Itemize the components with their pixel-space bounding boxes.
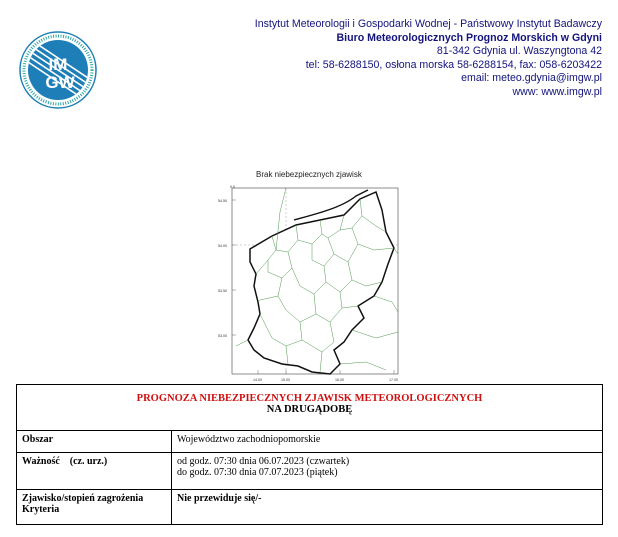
table-row-area — [17, 431, 603, 453]
lat-label: 53.50 — [218, 289, 227, 293]
lon-label: 17.00 — [389, 378, 398, 382]
forecast-title-row — [17, 385, 603, 431]
lat-label: 54.00 — [218, 244, 227, 248]
forecast-title: PROGNOZA NIEBEZPIECZNYCH ZJAWISK METEOROLOGICZNYCH — [136, 393, 483, 404]
corner-label: 0.0 — [230, 185, 235, 189]
logo-text-top: IM — [48, 55, 68, 74]
validity-value — [172, 453, 603, 490]
forecast-table — [16, 384, 603, 525]
lon-label: 16.00 — [335, 378, 344, 382]
header-phone: tel: 58-6288150, osłona morska 58-6288154, fax: 058-6203422 — [305, 58, 602, 71]
lat-label: 54.50 — [218, 199, 227, 203]
lon-label: 15.00 — [281, 378, 290, 382]
phenomenon-value: Nie przewiduje się/- — [172, 490, 603, 525]
table-row-validity — [17, 453, 603, 490]
header-office-name: Biuro Meteorologicznych Prognoz Morskich w Gdyni — [336, 31, 602, 44]
header-email: email: meteo.gdynia@imgw.pl — [461, 72, 602, 84]
forecast-title-cell — [17, 385, 603, 431]
header-institute-name: Instytut Meteorologii i Gospodarki Wodnej - Państwowy Instytut Badawczy — [254, 18, 602, 30]
header-address: 81-342 Gdynia ul. Waszyngtona 42 — [436, 45, 602, 57]
forecast-subtitle: NA DRUGĄDOBĘ — [266, 404, 353, 415]
validity-label: Ważność (cz. urz.) — [17, 453, 172, 490]
header-website: www: www.imgw.pl — [512, 85, 602, 98]
validity-from: od godz. 07:30 dnia 06.07.2023 (czwartek) — [177, 456, 350, 467]
logo-text-bottom: GW — [45, 73, 75, 92]
area-label: Obszar — [17, 431, 172, 453]
institute-header — [255, 18, 602, 99]
area-value: Województwo zachodniopomorskie — [172, 431, 603, 453]
validity-to: do godz. 07:30 dnia 07.07.2023 (piątek) — [177, 467, 338, 478]
imgw-logo — [18, 30, 98, 110]
lat-label: 53.00 — [218, 334, 227, 338]
lon-label: 14.00 — [253, 378, 262, 382]
map-caption: Brak niebezpiecznych zjawisk — [256, 170, 362, 179]
region-map — [216, 182, 406, 384]
table-row-phenomenon — [17, 490, 603, 525]
phenomenon-label: Zjawisko/stopień zagrożenia Kryteria — [17, 490, 172, 525]
